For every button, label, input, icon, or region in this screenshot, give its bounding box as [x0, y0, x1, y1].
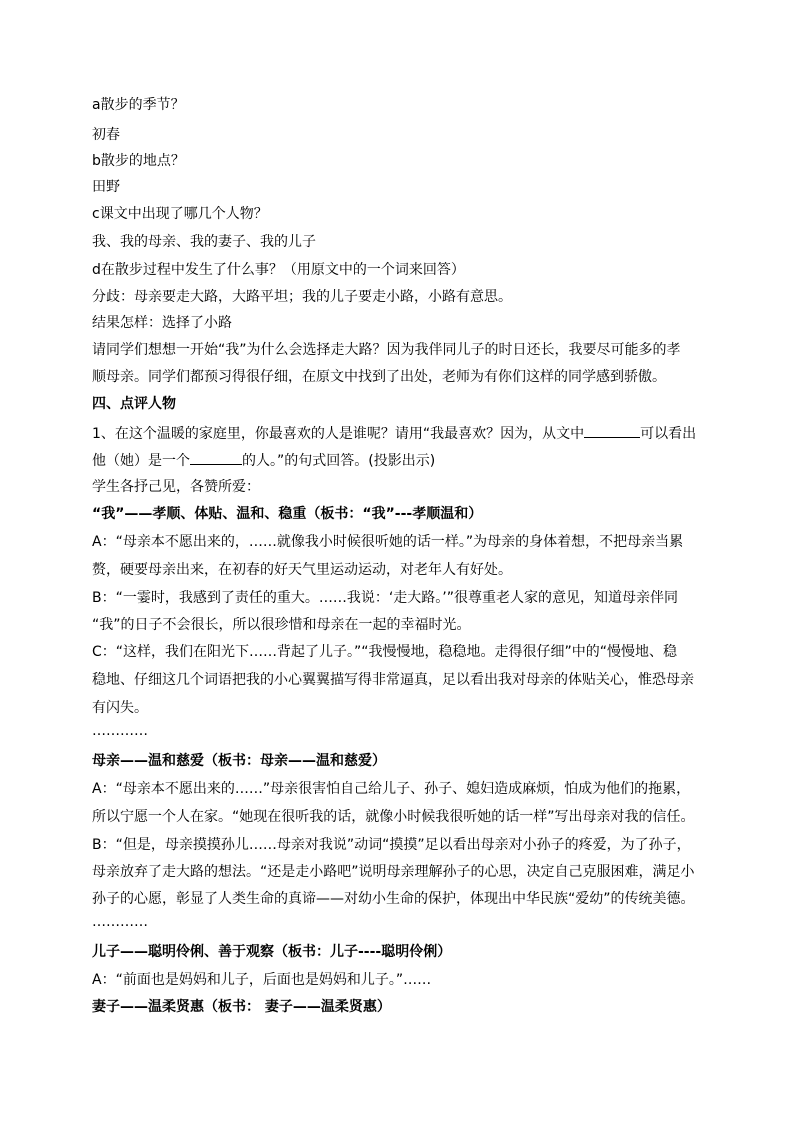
paragraph-line: A：“母亲本不愿出来的……”母亲很害怕自己给儿子、孙子、媳妇造成麻烦，怕成为他们的拖累， — [92, 781, 691, 797]
character-heading-mother: 母亲——温和慈爱（板书：母亲——温和慈爱） — [92, 753, 386, 769]
prompt-text: 1、在这个温暖的家庭里，你最喜欢的人是谁呢？请用“我最喜欢？因为，从文中 — [92, 426, 585, 442]
question-d: d在散步过程中发生了什么事？（用原文中的一个词来回答） — [92, 262, 465, 278]
disagreement-line: 分歧：母亲要走大路，大路平坦；我的儿子要走小路，小路有意思。 — [92, 289, 512, 305]
answer-a: 初春 — [92, 127, 120, 143]
prompt-line — [92, 423, 696, 443]
fill-blank — [190, 450, 242, 465]
paragraph-line: 学生各抒己见，各赞所爱： — [92, 479, 260, 495]
prompt-text: 可以看出 — [640, 426, 697, 442]
question-b: b散步的地点？ — [92, 153, 185, 169]
paragraph-line: 稳地、仔细这几个词语把我的小心翼翼描写得非常逼真，足以看出我对母亲的体贴关心，惟恐母亲 — [92, 672, 694, 688]
section-heading: 四、点评人物 — [92, 396, 176, 412]
character-heading-me: “我”——孝顺、体贴、温和、稳重（板书：“我”---孝顺温和） — [92, 506, 483, 522]
fill-blank — [584, 423, 640, 438]
paragraph-line: “我”的日子不会很长，所以很珍惜和母亲在一起的幸福时光。 — [92, 617, 471, 633]
character-heading-wife: 妻子——温柔贤惠（板书： 妻子——温柔贤惠） — [92, 999, 391, 1015]
paragraph-line: A：“母亲本不愿出来的，……就像我小时候很听她的话一样。”为母亲的身体着想，不把母亲当累 — [92, 534, 684, 550]
ellipsis-line: ………… — [92, 914, 148, 930]
answer-c: 我、我的母亲、我的妻子、我的儿子 — [92, 234, 316, 250]
answer-b: 田野 — [92, 179, 120, 195]
paragraph-line: 孙子的心愿，彰显了人类生命的真谛——对幼小生命的保护，体现出中华民族“爱幼”的传统美德。 — [92, 891, 695, 907]
paragraph-line: 赘，硬要母亲出来，在初春的好天气里运动运动，对老年人有好处。 — [92, 562, 512, 578]
paragraph-line: 顺母亲。同学们都预习得很仔细，在原文中找到了出处，老师为有你们这样的同学感到骄傲。 — [92, 369, 666, 385]
prompt-text: 的人。”的句式回答。(投影出示) — [242, 453, 436, 469]
question-a: a散步的季节？ — [92, 97, 185, 113]
paragraph-line: 所以宁愿一个人在家。“她现在很听我的话，就像小时候我很听她的话一样”写出母亲对我的信任。 — [92, 809, 695, 825]
character-heading-son: 儿子——聪明伶俐、善于观察（板书：儿子----聪明伶俐） — [92, 944, 452, 960]
paragraph-line: B：“但是，母亲摸摸孙儿……母亲对我说”动词“摸摸”足以看出母亲对小孙子的疼爱，为了孙子， — [92, 837, 691, 853]
question-c: c课文中出现了哪几个人物？ — [92, 206, 268, 222]
paragraph-line: A：“前面也是妈妈和儿子，后面也是妈妈和儿子。”…… — [92, 972, 432, 988]
paragraph-line: C：“这样，我们在阳光下……背起了儿子。”“我慢慢地，稳稳地。走得很仔细”中的“慢慢地、稳 — [92, 644, 678, 660]
prompt-text: 他（她）是一个 — [92, 453, 190, 469]
paragraph-line: 请同学们想想一开始“我”为什么会选择走大路？因为我伴同儿子的时日还长，我要尽可能多的孝 — [92, 342, 681, 358]
paragraph-line: 有闪失。 — [92, 700, 148, 716]
ellipsis-line: ………… — [92, 723, 148, 739]
result-line: 结果怎样：选择了小路 — [92, 315, 232, 331]
paragraph-line: B：“一霎时，我感到了责任的重大。……我说：‘走大路。’”很尊重老人家的意见，知道母亲伴同 — [92, 590, 679, 606]
prompt-line — [92, 450, 435, 470]
paragraph-line: 母亲放弃了走大路的想法。“还是走小路吧”说明母亲理解孙子的心思，决定自己克服困难，满足小 — [92, 864, 695, 880]
